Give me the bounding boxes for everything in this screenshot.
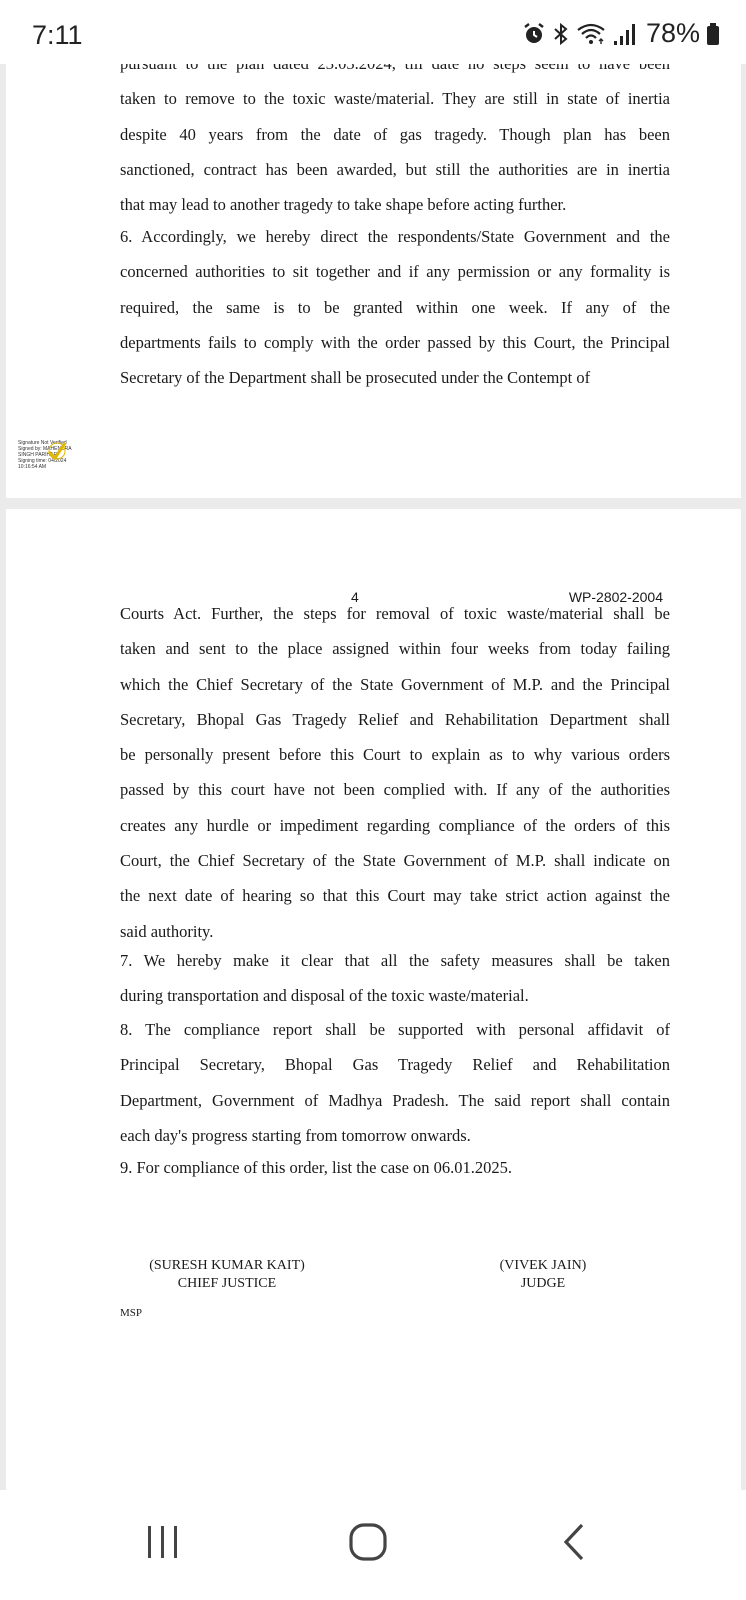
text-line: Court, the Chief Secretary of the State Government of M.P. shall indicate on: [120, 851, 670, 871]
status-time: 7:11: [32, 20, 83, 50]
signature-line-1: Signature Not Verified: [18, 440, 67, 446]
status-bar: [0, 0, 746, 64]
text-line: that may lead to another tragedy to take shape before acting further.: [120, 195, 567, 215]
typist-initials: MSP: [120, 1307, 143, 1319]
text-line: Courts Act. Further, the steps for removal of toxic waste/material shall be: [120, 604, 670, 623]
signatory-chief-justice: [132, 1257, 322, 1293]
text-line: required, the same is to be granted within one week. If any of the: [120, 297, 670, 317]
signatory-right-name: (VIVEK JAIN): [499, 1258, 587, 1273]
text-line: 6. Accordingly, we hereby direct the respondents/State Government and the: [120, 227, 670, 246]
back-icon[interactable]: [560, 1522, 590, 1562]
signature-check-icon: [46, 440, 68, 462]
text-line: the next date of hearing so that this Court may take strict action against the: [120, 886, 670, 906]
text-line: 8. The compliance report shall be supported with personal affidavit of: [120, 1020, 670, 1039]
text-line: passed by this court have not been complied with. If any of the authorities: [120, 780, 670, 800]
text-line: during transportation and disposal of the toxic waste/material.: [120, 986, 529, 1006]
page-number: 4: [351, 589, 359, 605]
text-line: be personally present before this Court to explain as to why various orders: [120, 745, 670, 765]
text-line: 9. For compliance of this order, list the case on 06.01.2025.: [120, 1158, 513, 1177]
text-line: creates any hurdle or impediment regarding compliance of the orders of this: [120, 815, 670, 835]
signatory-left-name: (SURESH KUMAR KAIT): [149, 1258, 305, 1273]
signature-line-5: 10:16:54 AM: [18, 464, 47, 470]
paragraph-6: [120, 219, 670, 395]
case-number: WP-2802-2004: [568, 589, 663, 605]
document-page-4: [6, 509, 741, 1490]
battery-icon: [706, 22, 720, 46]
text-line: Secretary of the Department shall be prosecuted under the Contempt of: [120, 368, 591, 388]
text-line: despite 40 years from the date of gas tragedy. Though plan has been: [120, 124, 670, 144]
paragraph-7: [120, 943, 670, 1014]
text-line: 7. We hereby make it clear that all the safety measures shall be taken: [120, 951, 670, 970]
text-line: sanctioned, contract has been awarded, but still the authorities are in inertia: [120, 159, 670, 179]
paragraph-8: [120, 1012, 670, 1153]
home-icon[interactable]: [348, 1522, 388, 1562]
text-line: Secretary, Bhopal Gas Tragedy Relief and Rehabilitation Department shall: [120, 709, 670, 729]
text-line: Principal Secretary, Bhopal Gas Tragedy Relief and Rehabilitation: [120, 1055, 670, 1075]
signature-line-2: Signed by: MAHENDRA: [18, 446, 72, 452]
alarm-icon: [522, 22, 546, 46]
document-page-3: [6, 0, 741, 498]
signatory-judge: [478, 1257, 608, 1293]
signal-icon: [612, 22, 638, 46]
signatory-left-title: CHIEF JUSTICE: [177, 1276, 277, 1291]
text-line: taken and sent to the place assigned within four weeks from today failing: [120, 639, 670, 659]
signature-line-3: SINGH PARIHAR: [18, 452, 58, 458]
text-line: departments fails to comply with the order passed by this Court, the Principal: [120, 332, 670, 352]
text-line: which the Chief Secretary of the State Government of M.P. and the Principal: [120, 674, 670, 694]
recent-apps-icon[interactable]: [145, 1522, 181, 1562]
signature-line-4: Signing time: 04/2024: [18, 458, 67, 464]
wifi-icon: [576, 22, 606, 46]
text-line: concerned authorities to sit together and if any permission or any formality is: [120, 262, 670, 282]
status-icons: [522, 18, 720, 49]
signatory-right-title: JUDGE: [520, 1276, 566, 1291]
text-line: said authority.: [120, 921, 214, 941]
text-line: each day's progress starting from tomorrow onwards.: [120, 1125, 471, 1145]
text-line: Department, Government of Madhya Pradesh. The said report shall contain: [120, 1090, 670, 1110]
text-line: taken to remove to the toxic waste/material. They are still in state of inertia: [120, 89, 670, 109]
paragraph-9: [120, 1150, 670, 1185]
paragraph-5-continued: [120, 46, 670, 222]
bluetooth-icon: [552, 22, 570, 46]
paragraph-6-continued: [120, 596, 670, 949]
navigation-bar: [0, 1490, 746, 1600]
digital-signature-stamp: [18, 440, 98, 470]
battery-percent: 78%: [645, 18, 700, 48]
